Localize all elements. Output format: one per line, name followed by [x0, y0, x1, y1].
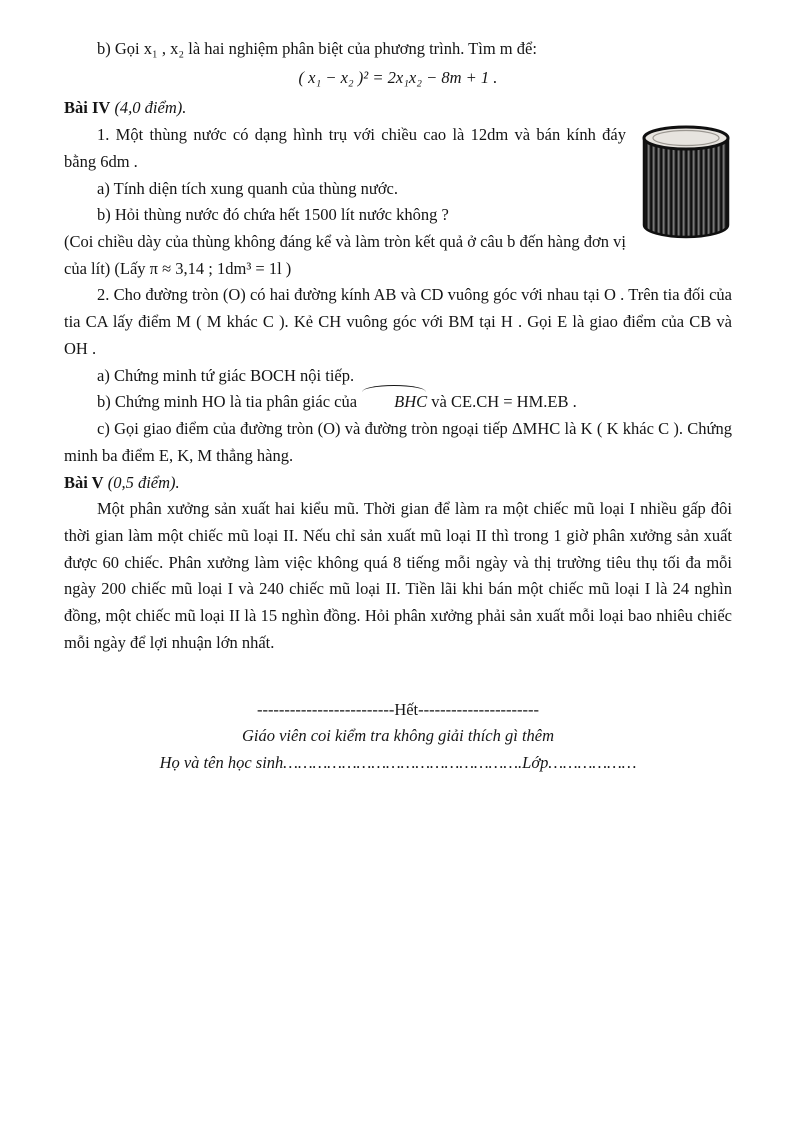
- bai4-q1-note: (Coi chiều dày của thùng không đáng kể và làm tròn kết quả ở câu b đến hàng đơn vị của lít) (Lấy π ≈ 3,14 ; 1dm³ = 1l ): [64, 232, 626, 278]
- footer-note-teacher: Giáo viên coi kiểm tra không giải thích gì thêm: [241, 726, 555, 746]
- bai4-q2: 2. Cho đường tròn (O) có hai đường kính AB và CD vuông góc với nhau tại O . Trên tia đối của tia CA lấy điểm M ( M khác C ). Kẻ CH vuông góc với BM tại H . Gọi E là giao điểm của CB và OH .: [64, 285, 732, 358]
- bai4-title: Bài IV: [64, 98, 111, 118]
- footer-note-student: Họ và tên học sinh………………………………………….Lớp………………: [159, 752, 637, 772]
- bai4-points: (4,0 điểm).: [114, 98, 187, 118]
- problem-3b-formula: ( x₁ − x₂ )² = 2x₁x₂ − 8m + 1 .: [298, 67, 498, 87]
- cylinder-drawing: [640, 124, 732, 240]
- bai4-q1b: b) Hỏi thùng nước đó chứa hết 1500 lít nước không ?: [97, 205, 449, 225]
- bai4-q2b-text-pre: b) Chứng minh HO là tia phân giác của: [97, 392, 362, 412]
- bai4-q2c: c) Gọi giao điểm của đường tròn (O) và đường tròn ngoại tiếp ΔMHC là K ( K khác C ). Chứng minh ba điểm E, K, M thẳng hàng.: [64, 419, 732, 465]
- bai4-section: [64, 122, 732, 282]
- het-divider: -------------------------Hết----------------------: [256, 699, 540, 719]
- bai5-title: Bài V: [64, 472, 104, 492]
- problem-3b-intro: b) Gọi x₁ , x₂ là hai nghiệm phân biệt của phương trình. Tìm m để:: [97, 39, 537, 58]
- bai4-heading: [64, 95, 732, 122]
- water-tank-figure: [640, 124, 732, 245]
- bai4-q2a: a) Chứng minh tứ giác BOCH nội tiếp.: [97, 365, 355, 385]
- bai4-q1: 1. Một thùng nước có dạng hình trụ với chiều cao là 12dm và bán kính đáy bằng 6dm .: [64, 125, 626, 171]
- bai4-q2b-text-post: và CE.CH = HM.EB .: [427, 392, 577, 412]
- bai5-heading: [64, 470, 732, 497]
- bai4-q2b: [64, 389, 732, 416]
- bai5-body: Một phân xưởng sản xuất hai kiểu mũ. Thời gian để làm ra một chiếc mũ loại I nhiều gấp đôi thời gian làm một chiếc mũ loại II. Nếu chỉ sản xuất mũ loại II thì trong 1 giờ phân xưởng sản xuất được 60 chiếc. Phân xưởng làm việc không quá 8 tiếng mỗi ngày và thị trường tiêu thụ tối đa mỗi ngày 200 chiếc mũ loại I và 240 chiếc mũ loại II. Tiền lãi khi bán một chiếc mũ loại I là 24 nghìn đồng, một chiếc mũ loại II là 15 nghìn đồng. Hỏi phân xưởng phải sản xuất mỗi loại bao nhiêu chiếc mỗi ngày để lợi nhuận lớn nhất.: [64, 499, 732, 652]
- bai4-q1a: a) Tính diện tích xung quanh của thùng nước.: [97, 178, 399, 198]
- bai5-points: (0,5 điểm).: [107, 472, 180, 492]
- footer: [64, 697, 732, 777]
- arc-BHC-notation: BHC: [361, 389, 427, 416]
